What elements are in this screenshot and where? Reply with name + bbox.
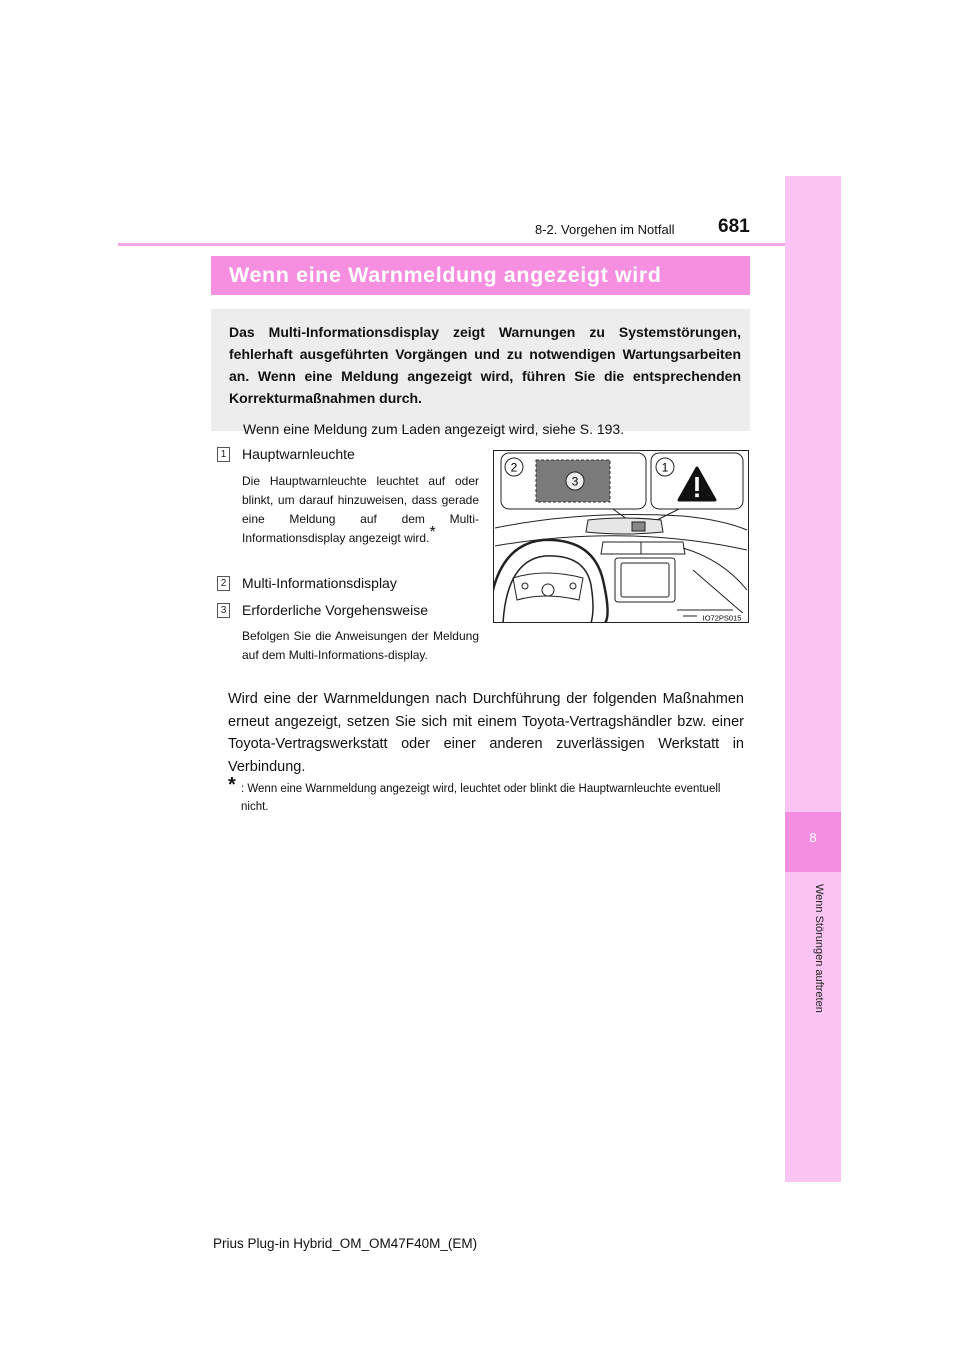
footer-document-id: Prius Plug-in Hybrid_OM_OM47F40M_(EM)	[213, 1236, 478, 1251]
footnote-text: : Wenn eine Warnmeldung angezeigt wird, leuchtet oder blinkt die Hauptwarnleuchte eventuell nicht.	[241, 783, 721, 813]
section-reference: 8-2. Vorgehen im Notfall	[535, 222, 675, 237]
chapter-number: 8	[809, 830, 817, 845]
section-heading: Wenn eine Warnmeldung angezeigt wird	[211, 256, 750, 295]
item-title-multi-info-display: Multi-Informationsdisplay	[242, 575, 397, 591]
footnote-marker: *	[429, 524, 436, 541]
callout-2: 2	[510, 460, 518, 475]
intro-box	[211, 309, 750, 437]
item-title-main-warning-light: Hauptwarnleuchte	[242, 446, 355, 462]
item-description-required-action: Befolgen Sie die Anweisungen der Meldung auf dem Multi-Informations-display.	[242, 629, 479, 662]
chapter-title: Wenn Störungen auftreten	[813, 884, 825, 1013]
item-number-badge: 3	[217, 603, 230, 618]
item-title-required-action: Erforderliche Vorgehensweise	[242, 602, 428, 618]
page-number: 681	[718, 216, 750, 237]
chapter-side-tab	[785, 176, 841, 1182]
callout-3: 3	[571, 474, 579, 489]
intro-note: Wenn eine Meldung zum Laden angezeigt wird, siehe S. 193.	[243, 421, 625, 437]
body-paragraph: Wird eine der Warnmeldungen nach Durchführung der folgenden Maßnahmen erneut angezeigt, setzen Sie sich mit einem Toyota-Vertragshändler bzw. einer Toyota-Vertragswerkstatt oder einer anderen zuverlässigen Werkstatt in Verbindung.	[228, 691, 744, 775]
intro-text: Das Multi-Informationsdisplay zeigt Warnungen zu Systemstörungen, fehlerhaft ausgeführten Vorgängen und zu notwendigen Wartungsarbeiten an. Wenn eine Meldung angezeigt wird, führen Sie die entsprechenden Korrekturmaßnahmen durch.	[229, 324, 741, 406]
item-description-main-warning-light	[242, 472, 479, 548]
header-rule	[118, 243, 785, 246]
item-number-badge: 1	[217, 447, 230, 462]
footnote-marker: *	[228, 774, 236, 796]
item-description-text: Die Hauptwarnleuchte leuchtet auf oder blinkt, um darauf hinzuweisen, dass gerade eine Meldung auf dem Multi-Informationsdisplay angezeigt wird.	[242, 474, 479, 545]
illustration-code: IO72PS015	[702, 613, 742, 623]
callout-1: 1	[661, 460, 669, 475]
item-number-badge: 2	[217, 576, 230, 591]
dashboard-illustration	[493, 450, 749, 623]
